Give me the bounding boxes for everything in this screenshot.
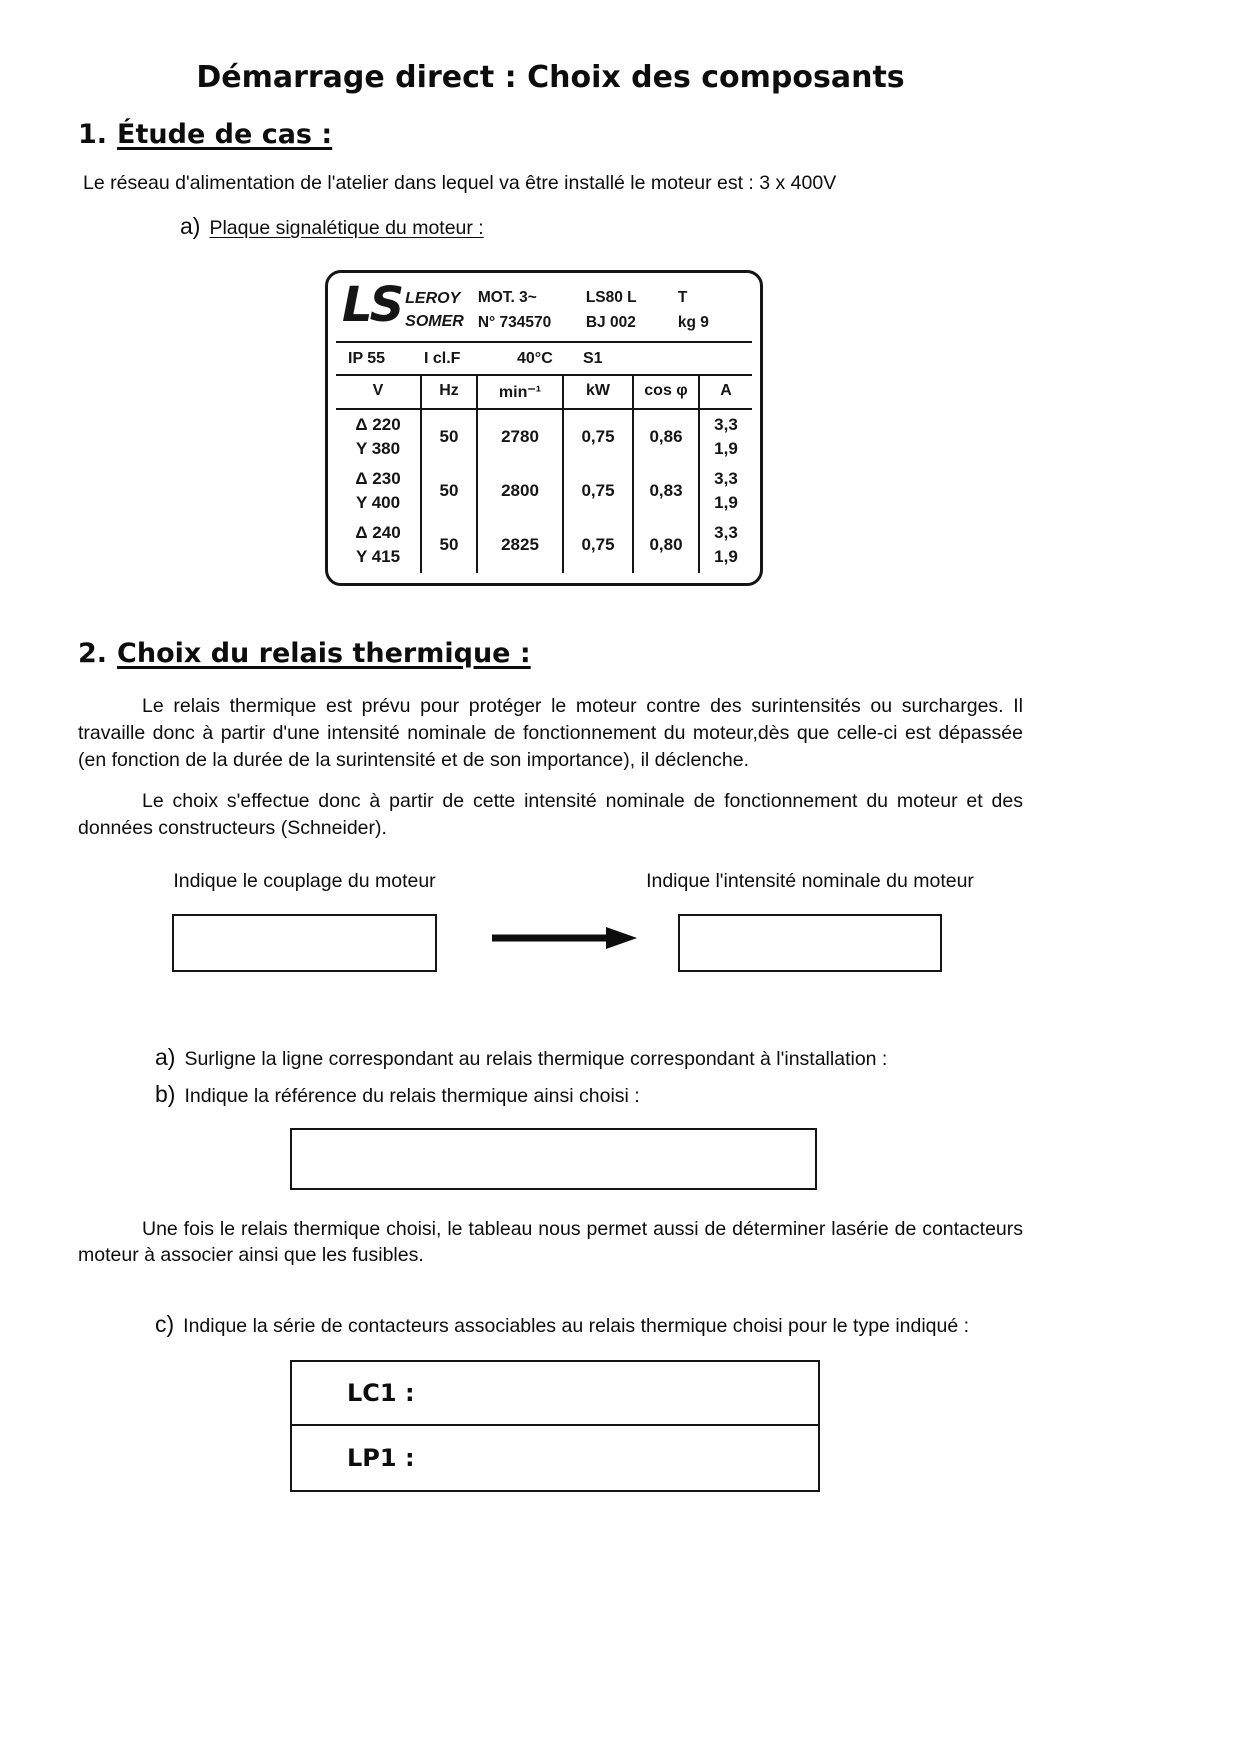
duty-cycle: S1 bbox=[583, 350, 603, 368]
current-wye: 1,9 bbox=[714, 547, 738, 567]
power-cell: 0,75 bbox=[564, 518, 634, 573]
section-1-title: Étude de cas : bbox=[117, 119, 333, 150]
current-cell bbox=[700, 518, 752, 573]
current-wye: 1,9 bbox=[714, 493, 738, 513]
current-delta: 3,3 bbox=[714, 523, 738, 543]
nameplate-row-240-415 bbox=[336, 518, 752, 573]
voltage-cell bbox=[336, 410, 422, 464]
section-1-number: 1. bbox=[78, 119, 108, 150]
nameplate-row-230-400 bbox=[336, 464, 752, 518]
contactor-paragraph: Une fois le relais thermique choisi, le tableau nous permet aussi de déterminer lasérie de contacteurs moteur à associer ainsi que les fusibles. bbox=[78, 1217, 1023, 1267]
nameplate-identification bbox=[478, 285, 748, 336]
speed-cell: 2780 bbox=[478, 410, 564, 464]
voltage-wye: Y 400 bbox=[355, 493, 401, 513]
nominal-current-answer-box[interactable] bbox=[678, 914, 942, 972]
header-power: kW bbox=[564, 376, 634, 410]
item-b-reference bbox=[155, 1081, 1023, 1108]
motor-t: T bbox=[677, 288, 688, 306]
motor-model: LS80 L bbox=[585, 288, 637, 306]
header-current: A bbox=[700, 376, 752, 410]
voltage-cell bbox=[336, 518, 422, 573]
coupling-label: Indique le couplage du moteur bbox=[173, 869, 436, 892]
voltage-wye: Y 415 bbox=[355, 547, 401, 567]
nameplate-row-220-380 bbox=[336, 410, 752, 464]
motor-bj: BJ 002 bbox=[585, 314, 636, 332]
nameplate-table-header bbox=[336, 376, 752, 410]
contactor-series-answer-box bbox=[290, 1360, 820, 1492]
lc1-label: LC1 : bbox=[347, 1379, 415, 1408]
voltage-cell bbox=[336, 464, 422, 518]
item-b-letter: b) bbox=[155, 1080, 176, 1107]
ls-logo: LS bbox=[342, 276, 402, 333]
power-cell: 0,75 bbox=[564, 410, 634, 464]
nominal-current-group bbox=[646, 869, 974, 972]
voltage-delta: Δ 220 bbox=[355, 415, 401, 435]
item-a-text: Plaque signalétique du moteur : bbox=[209, 216, 484, 239]
lp1-label: LP1 : bbox=[347, 1444, 415, 1473]
motor-weight: kg 9 bbox=[677, 314, 709, 332]
item-c-text: Indique la série de contacteurs associables au relais thermique choisi pour le type indiqué : bbox=[183, 1315, 970, 1338]
coupling-answer-row bbox=[78, 870, 1023, 972]
nameplate-ratings-row bbox=[336, 343, 752, 374]
voltage-delta: Δ 230 bbox=[355, 469, 401, 489]
motor-nameplate bbox=[325, 270, 763, 586]
brand-line-1: LEROY bbox=[405, 289, 461, 307]
voltage-delta: Δ 240 bbox=[355, 523, 401, 543]
section-2-title: Choix du relais thermique : bbox=[117, 638, 531, 670]
cosphi-cell: 0,86 bbox=[634, 410, 700, 464]
item-c-letter: c) bbox=[155, 1311, 175, 1338]
relay-paragraph-2: Le choix s'effectue donc à partir de cette intensité nominale de fonctionnement du moteur et des données constructeurs (Schneider). bbox=[78, 789, 1023, 839]
header-frequency: Hz bbox=[422, 376, 478, 410]
relay-reference-answer-box[interactable] bbox=[290, 1128, 817, 1190]
brand-name bbox=[405, 287, 464, 336]
speed-cell: 2800 bbox=[478, 464, 564, 518]
cosphi-cell: 0,83 bbox=[634, 464, 700, 518]
current-delta: 3,3 bbox=[714, 469, 738, 489]
arrow-right-icon bbox=[490, 926, 637, 955]
current-delta: 3,3 bbox=[714, 415, 738, 435]
item-a-letter: a) bbox=[155, 1043, 176, 1070]
section-2-number: 2. bbox=[78, 638, 108, 670]
brand-line-2: SOMER bbox=[405, 313, 464, 331]
identification-row-1 bbox=[478, 285, 748, 311]
frequency-cell: 50 bbox=[422, 464, 478, 518]
nameplate-header bbox=[336, 276, 752, 343]
item-a-nameplate bbox=[180, 213, 1023, 240]
cosphi-cell: 0,80 bbox=[634, 518, 700, 573]
header-speed: min⁻¹ bbox=[478, 376, 564, 410]
section-1-heading bbox=[78, 119, 1023, 150]
identification-row-2 bbox=[478, 310, 748, 336]
current-cell bbox=[700, 410, 752, 464]
header-voltage: V bbox=[336, 376, 422, 410]
item-c-contactors bbox=[155, 1311, 1023, 1338]
item-a-highlight bbox=[155, 1044, 1023, 1071]
section-1-intro: Le réseau d'alimentation de l'atelier dans lequel va être installé le moteur est : 3 x 400V bbox=[83, 172, 837, 194]
relay-paragraph-1: Le relais thermique est prévu pour protéger le moteur contre des surintensités ou surcharges. Il travaille donc à partir d'une intensité nominale de fonctionnement du moteur,dès que celle-ci est dépassée (en fonction de la durée de la surintensité et de son importance), il déclenche. bbox=[78, 695, 1023, 771]
coupling-answer-box[interactable] bbox=[172, 914, 437, 972]
motor-serial: N° 734570 bbox=[477, 314, 552, 332]
item-b-text: Indique la référence du relais thermique ainsi choisi : bbox=[184, 1084, 640, 1107]
nameplate-table bbox=[336, 374, 752, 573]
lp1-answer-row[interactable] bbox=[292, 1426, 818, 1490]
current-wye: 1,9 bbox=[714, 439, 738, 459]
speed-cell: 2825 bbox=[478, 518, 564, 573]
frequency-cell: 50 bbox=[422, 518, 478, 573]
section-2-heading bbox=[78, 638, 1023, 669]
frequency-cell: 50 bbox=[422, 410, 478, 464]
item-a-text: Surligne la ligne correspondant au relais thermique correspondant à l'installation : bbox=[184, 1047, 888, 1070]
ambient-temp: 40°C bbox=[517, 350, 553, 368]
insulation-class: I cl.F bbox=[424, 350, 461, 368]
voltage-wye: Y 380 bbox=[355, 439, 401, 459]
header-cosphi: cos φ bbox=[634, 376, 700, 410]
current-cell bbox=[700, 464, 752, 518]
coupling-group bbox=[172, 870, 437, 972]
motor-type: MOT. 3~ bbox=[477, 288, 537, 306]
nominal-current-label: Indique l'intensité nominale du moteur bbox=[646, 869, 974, 892]
page-title: Démarrage direct : Choix des composants bbox=[196, 60, 905, 95]
power-cell: 0,75 bbox=[564, 464, 634, 518]
lc1-answer-row[interactable] bbox=[292, 1362, 818, 1426]
ip-rating: IP 55 bbox=[348, 350, 386, 368]
item-a-letter: a) bbox=[180, 212, 201, 239]
